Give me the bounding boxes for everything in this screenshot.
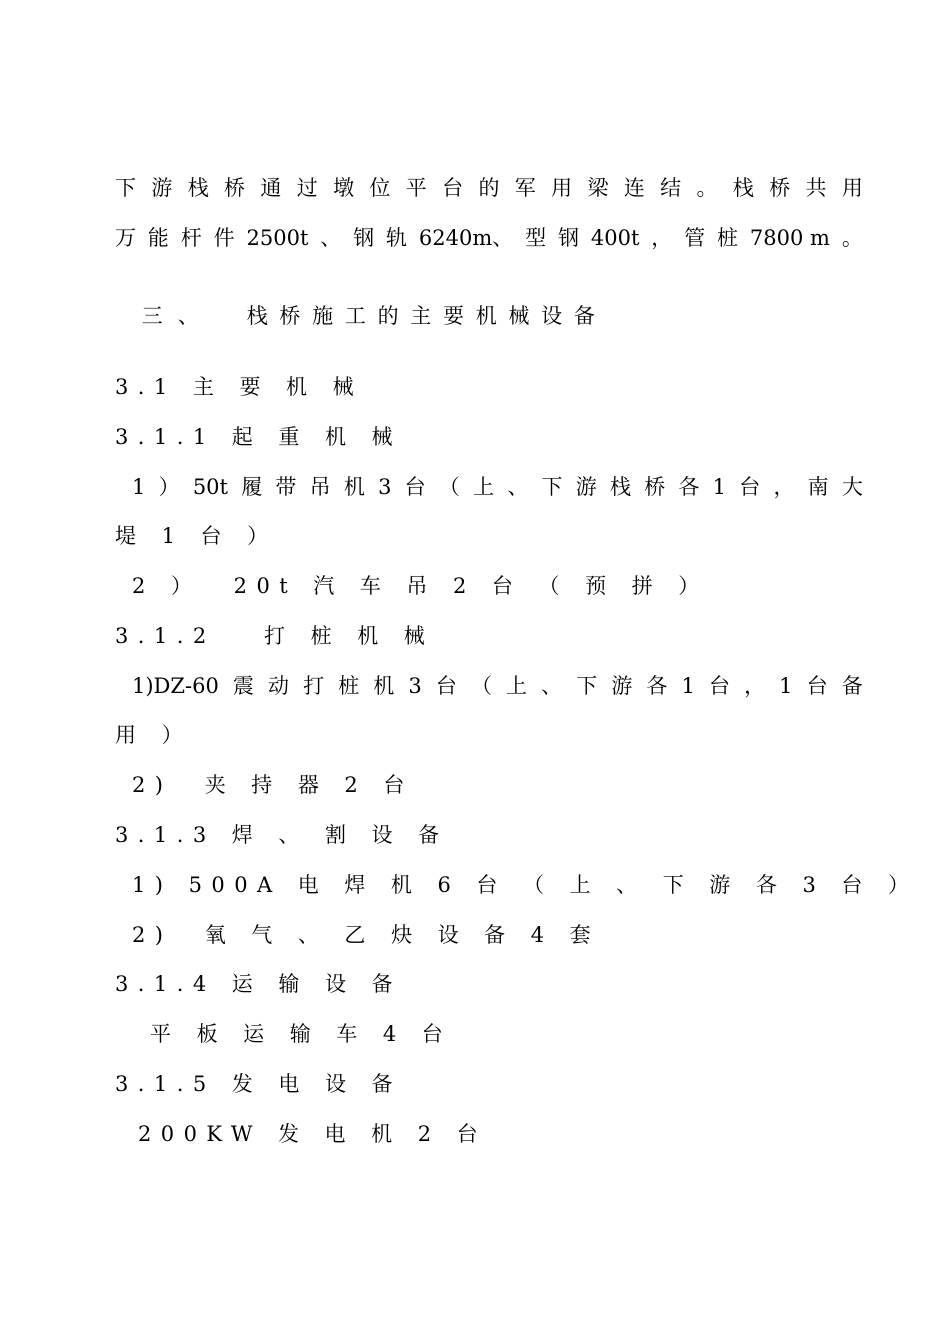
paragraph-line-1-token: 军 xyxy=(514,176,536,200)
list-item-vibratory-hammer-token: 台 xyxy=(708,674,730,698)
list-item-crawler-crane-cont: 堤 1 台 ） xyxy=(115,524,278,548)
list-item-crawler-crane-token: 游 xyxy=(575,475,597,499)
paragraph-line-2-token: 件 xyxy=(213,226,235,250)
list-item-crawler-crane-token: 带 xyxy=(275,475,297,499)
paragraph-line-1-token: 连 xyxy=(623,176,645,200)
list-item-crawler-crane-token: 机 xyxy=(343,475,365,499)
section-title: 栈 桥 施 工 的 主 要 机 械 设 备 xyxy=(246,304,598,328)
list-item-crawler-crane-token: 、 xyxy=(507,475,529,499)
list-item-crawler-crane-token: ， xyxy=(773,475,795,499)
list-item-vibratory-hammer-token: 动 xyxy=(268,674,289,698)
paragraph-line-1-token: 梁 xyxy=(587,176,609,200)
list-item-vibratory-hammer-token: ， xyxy=(744,674,766,698)
paragraph-line-1-token: 栈 xyxy=(732,176,754,200)
list-item-vibratory-hammer-token: 1 xyxy=(681,674,695,698)
list-item-welder: 1) 500A 电 焊 机 6 台 （ 上 、 下 游 各 3 台 ） xyxy=(132,873,919,897)
list-item-vibratory-hammer-cont: 用 ） xyxy=(115,723,193,747)
list-item-vibratory-hammer-token: 1 xyxy=(779,674,793,698)
list-item-vibratory-hammer-token: 震 xyxy=(232,674,254,698)
list-item-vibratory-hammer-token: 各 xyxy=(646,674,668,698)
list-item-crawler-crane-token: 上 xyxy=(473,475,495,499)
list-item-crawler-crane-token: 南 xyxy=(807,475,829,499)
list-item-crawler-crane-token: （ xyxy=(438,475,460,499)
list-item-vibratory-hammer-token: 下 xyxy=(576,674,598,698)
paragraph-line-1-token: 平 xyxy=(405,176,427,200)
list-item-crawler-crane-token: 1 xyxy=(132,475,146,499)
paragraph-line-1-token: 共 xyxy=(805,176,827,200)
list-item-crawler-crane-token: 50t xyxy=(192,475,228,499)
paragraph-line-1-token: 桥 xyxy=(224,176,246,200)
list-item-vibratory-hammer xyxy=(132,672,863,700)
subsection-heading-3-1-3: 3.1.3 焊 、 割 设 备 xyxy=(115,823,449,847)
list-item-vibratory-hammer-token: 1)DZ-60 xyxy=(132,674,219,698)
section-number: 三 、 xyxy=(141,304,203,328)
paragraph-line-2-token: 7800 m xyxy=(749,226,830,250)
paragraph-line-2 xyxy=(115,224,863,252)
paragraph-line-2-token: 400t xyxy=(590,226,640,250)
subsection-heading-3-1-4: 3.1.4 运 输 设 备 xyxy=(115,972,402,996)
paragraph-line-1-token: 游 xyxy=(151,176,173,200)
list-item-vibratory-hammer-token: 桩 xyxy=(338,674,360,698)
list-item-crawler-crane-token: 3 xyxy=(378,475,392,499)
subsection-heading-3-1-2: 3.1.2 打 桩 机 械 xyxy=(115,624,435,648)
list-item-crawler-crane-token: 下 xyxy=(541,475,563,499)
list-item-vibratory-hammer-token: 上 xyxy=(506,674,528,698)
paragraph-line-1-token: 通 xyxy=(260,176,282,200)
paragraph-line-1 xyxy=(115,174,863,202)
list-item-crawler-crane-token: 台 xyxy=(404,475,426,499)
list-item-crawler-crane-token: 吊 xyxy=(309,475,331,499)
list-item-vibratory-hammer-token: 打 xyxy=(303,674,325,698)
list-item-crawler-crane-token: 台 xyxy=(739,475,761,499)
subsection-heading-3-1-5: 3.1.5 发 电 设 备 xyxy=(115,1072,402,1096)
list-item-crawler-crane-token: 1 xyxy=(712,475,727,499)
paragraph-line-1-token: 位 xyxy=(369,176,391,200)
list-item-truck-crane: 2 ） 20t 汽 车 吊 2 台 （ 预 拼 ） xyxy=(132,574,709,598)
paragraph-line-1-token: 下 xyxy=(115,176,136,200)
list-item-vibratory-hammer-token: 、 xyxy=(541,674,563,698)
list-item-vibratory-hammer-token: （ xyxy=(470,674,492,698)
paragraph-line-2-token: 管 xyxy=(684,226,706,250)
list-item-crawler-crane-token: 各 xyxy=(678,475,700,499)
paragraph-line-1-token: 。 xyxy=(696,176,718,200)
paragraph-line-1-token: 过 xyxy=(296,176,318,200)
paragraph-line-1-token: 桥 xyxy=(769,176,791,200)
paragraph-line-2-token: 2500t xyxy=(246,226,309,250)
section-heading xyxy=(115,274,598,328)
list-item-crawler-crane-token: ） xyxy=(158,475,180,499)
list-item-generator: 200KW 发 电 机 2 台 xyxy=(138,1122,488,1146)
paragraph-line-2-token: 型 xyxy=(525,226,547,250)
paragraph-line-1-token: 用 xyxy=(841,176,863,200)
paragraph-line-2-token: 6240m、 xyxy=(418,226,514,250)
paragraph-line-1-token: 墩 xyxy=(333,176,355,200)
subsection-heading-3-1-1: 3.1.1 起 重 机 械 xyxy=(115,425,402,449)
list-item-vibratory-hammer-token: 备 xyxy=(841,674,863,698)
paragraph-line-2-token: 钢 xyxy=(353,226,375,250)
paragraph-line-2-token: ， xyxy=(651,226,673,250)
subsection-heading-3-1: 3.1 主 要 机 械 xyxy=(115,375,364,399)
list-item-crawler-crane-token: 履 xyxy=(241,475,263,499)
paragraph-line-1-token: 栈 xyxy=(187,176,209,200)
paragraph-line-2-token: 桩 xyxy=(717,226,739,250)
paragraph-line-2-token: 轨 xyxy=(386,226,408,250)
list-item-vibratory-hammer-token: 台 xyxy=(435,674,457,698)
paragraph-line-1-token: 用 xyxy=(551,176,573,200)
paragraph-line-2-token: 钢 xyxy=(558,226,579,250)
list-item-flatbed-truck: 平 板 运 输 车 4 台 xyxy=(150,1022,453,1046)
paragraph-line-2-token: 、 xyxy=(320,226,342,250)
list-item-crawler-crane-token: 栈 xyxy=(609,475,631,499)
paragraph-line-1-token: 台 xyxy=(442,176,464,200)
list-item-clamp: 2) 夹 持 器 2 台 xyxy=(132,773,414,797)
paragraph-line-1-token: 的 xyxy=(478,176,500,200)
list-item-crawler-crane-token: 桥 xyxy=(644,475,666,499)
paragraph-line-2-token: 杆 xyxy=(180,226,202,250)
list-item-vibratory-hammer-token: 游 xyxy=(611,674,633,698)
paragraph-line-2-token: 。 xyxy=(841,226,863,250)
list-item-vibratory-hammer-token: 3 xyxy=(408,674,422,698)
list-item-crawler-crane xyxy=(132,473,863,501)
paragraph-line-2-token: 能 xyxy=(147,226,169,250)
paragraph-line-1-token: 结 xyxy=(660,176,682,200)
list-item-crawler-crane-token: 大 xyxy=(841,475,863,499)
list-item-gas-equipment: 2) 氧 气 、 乙 炔 设 备 4 套 xyxy=(132,923,601,947)
list-item-vibratory-hammer-token: 机 xyxy=(373,674,395,698)
paragraph-line-2-token: 万 xyxy=(115,226,136,250)
list-item-vibratory-hammer-token: 台 xyxy=(806,674,828,698)
